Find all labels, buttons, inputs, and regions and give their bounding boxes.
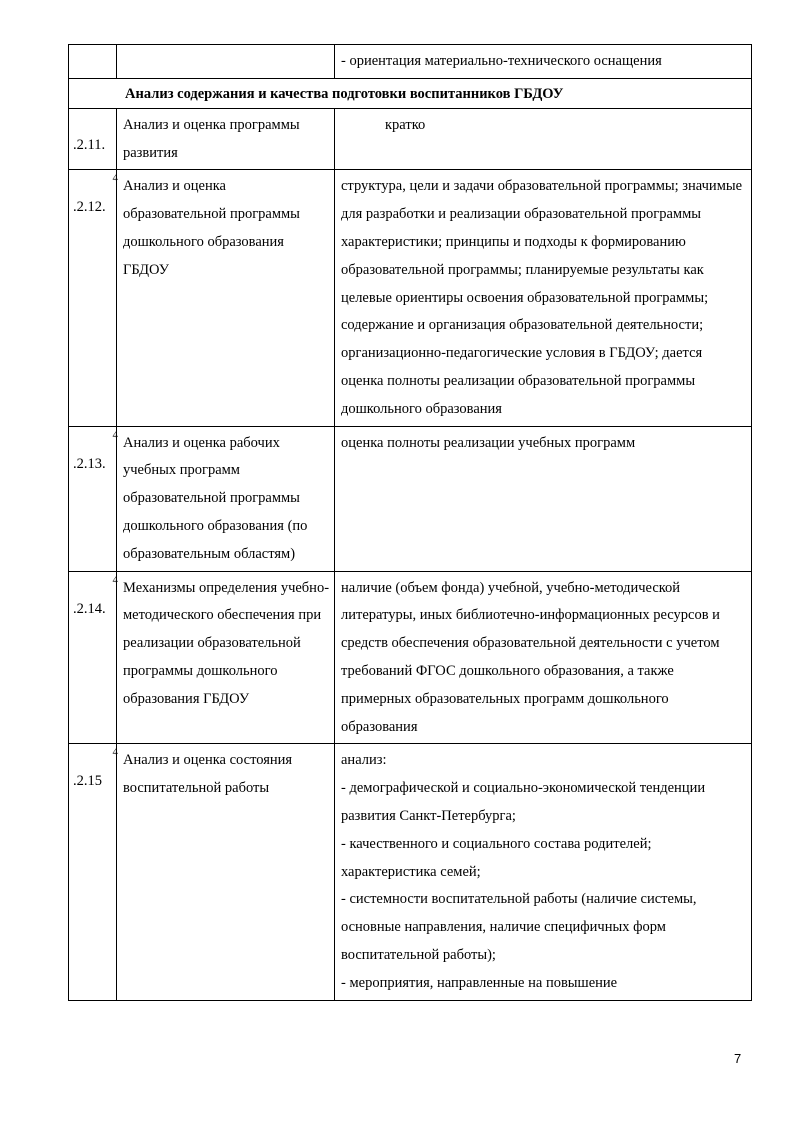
document-table <box>68 44 752 1001</box>
table-row <box>69 108 752 170</box>
row-description-cell <box>335 108 752 170</box>
row-description: наличие (объем фонда) учебной, учебно-методической литературы, иных библиотечно-информационных ресурсов и средств обеспечения образовательной деятельности с учетом требований ФГОС дошкольного образования, а также примерных образовательных программ дошкольного образования <box>335 571 752 744</box>
row-number: .2.12. <box>73 199 106 216</box>
description-line: - мероприятия, направленные на повышение <box>341 974 618 991</box>
description-line: анализ: <box>341 752 387 769</box>
table-row <box>69 45 752 79</box>
row-number-cell <box>69 426 117 571</box>
table-row <box>69 571 752 744</box>
description-line: - системности воспитательной работы (наличие системы, основные направления, наличие специфичных форм воспитательной работы); <box>341 891 697 963</box>
row-mark: 4 <box>112 746 118 759</box>
row-name <box>117 45 335 79</box>
row-number: .2.15 <box>73 773 102 790</box>
page-number: 7 <box>734 1051 742 1066</box>
row-name: Анализ и оценка состояния воспитательной работы <box>117 744 335 1000</box>
table-row <box>69 744 752 1000</box>
row-number-cell <box>69 744 117 1000</box>
row-mark: 4 <box>112 172 118 185</box>
row-number: .2.13. <box>73 455 106 472</box>
row-description: кратко <box>385 116 426 133</box>
section-heading: Анализ содержания и качества подготовки воспитанников ГБДОУ <box>69 78 752 108</box>
row-name: Анализ и оценка программы развития <box>117 108 335 170</box>
table-row <box>69 170 752 426</box>
row-number: .2.14. <box>73 600 106 617</box>
section-heading-row <box>69 78 752 108</box>
row-name: Механизмы определения учебно-методического обеспечения при реализации образовательной программы дошкольного образования ГБДОУ <box>117 571 335 744</box>
row-description: оценка полноты реализации учебных программ <box>335 426 752 571</box>
row-description-cell <box>335 744 752 1000</box>
row-number-cell <box>69 571 117 744</box>
row-name: Анализ и оценка образовательной программы дошкольного образования ГБДОУ <box>117 170 335 426</box>
row-mark: 4 <box>112 428 118 441</box>
row-mark: 4 <box>112 573 118 586</box>
row-number-cell <box>69 170 117 426</box>
row-number-cell <box>69 108 117 170</box>
row-description: - ориентация материально-технического оснащения <box>335 45 752 79</box>
row-number <box>69 45 117 79</box>
row-description: структура, цели и задачи образовательной программы; значимые для разработки и реализации образовательной программы характеристики; принципы и подходы к формированию образовательной программы; планируемые результаты как целевые ориентиры освоения образовательной программы; содержание и организация образовательной деятельности; организационно-педагогические условия в ГБДОУ; дается оценка полноты реализации образовательной программы дошкольного образования <box>335 170 752 426</box>
row-number: .2.11. <box>73 136 106 153</box>
description-line: - качественного и социального состава родителей; характеристика семей; <box>341 835 652 880</box>
table-row <box>69 426 752 571</box>
description-line: - демографической и социально-экономической тенденции развития Санкт-Петербурга; <box>341 780 706 824</box>
row-name: Анализ и оценка рабочих учебных программ образовательной программы дошкольного образования (по образовательным областям) <box>117 426 335 571</box>
